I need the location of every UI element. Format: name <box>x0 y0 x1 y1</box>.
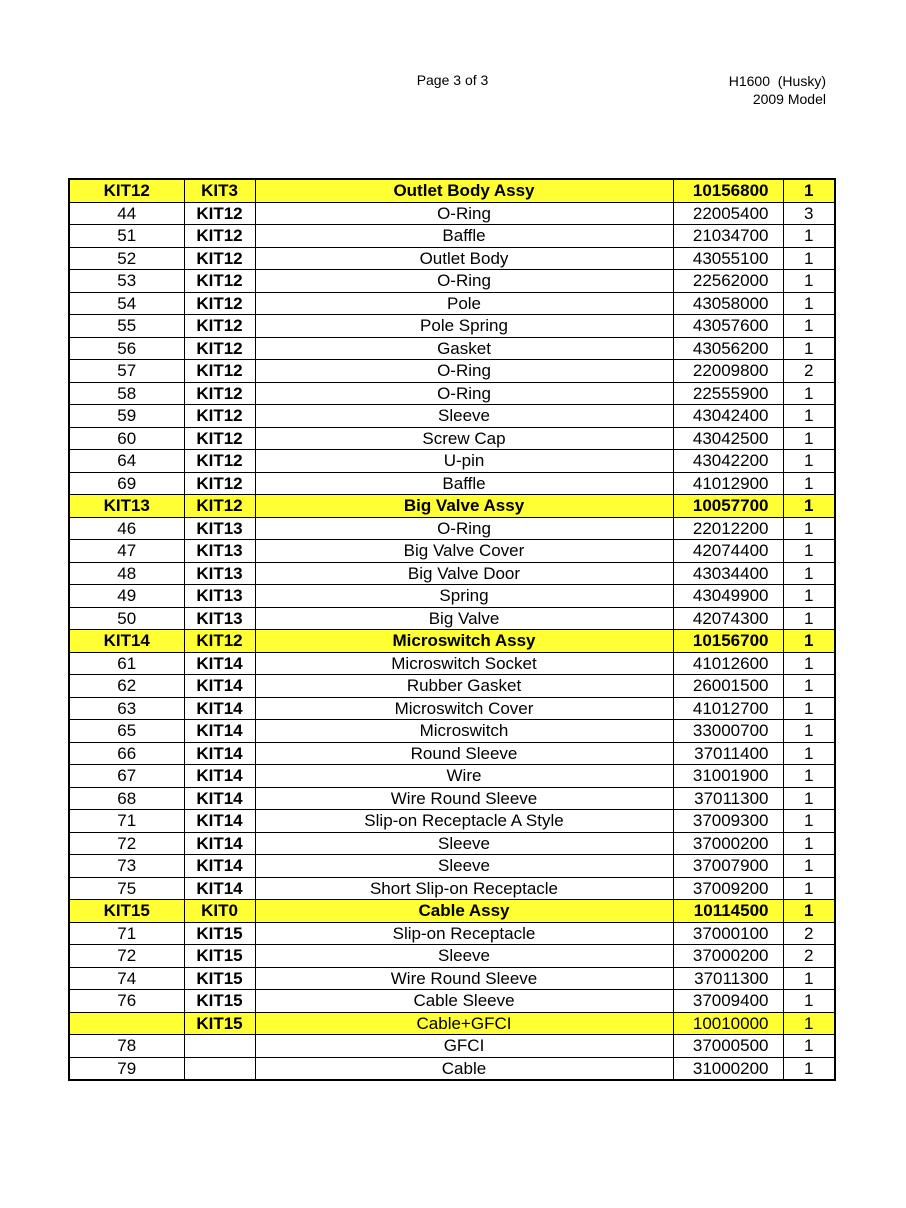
kit-cell: KIT14 <box>184 877 255 900</box>
part-number-cell: 37000200 <box>673 832 783 855</box>
part-number-cell: 10114500 <box>673 900 783 923</box>
description-cell: GFCI <box>255 1035 673 1058</box>
table-row <box>69 405 835 428</box>
table-row <box>69 247 835 270</box>
item-number-cell: 65 <box>69 720 184 743</box>
table-row <box>69 742 835 765</box>
part-number-cell: 33000700 <box>673 720 783 743</box>
table-row <box>69 562 835 585</box>
kit-cell: KIT12 <box>184 247 255 270</box>
model-year: 2009 Model <box>752 91 826 107</box>
item-number-cell: 46 <box>69 517 184 540</box>
table-row <box>69 360 835 383</box>
quantity-cell: 1 <box>783 225 835 248</box>
kit-cell: KIT12 <box>184 405 255 428</box>
kit-cell: KIT14 <box>184 787 255 810</box>
item-number-cell: 64 <box>69 450 184 473</box>
quantity-cell: 1 <box>783 765 835 788</box>
quantity-cell: 2 <box>783 360 835 383</box>
item-number-cell: 78 <box>69 1035 184 1058</box>
description-cell: O-Ring <box>255 382 673 405</box>
part-number-cell: 22555900 <box>673 382 783 405</box>
part-number-cell: 10156800 <box>673 179 783 202</box>
item-number-cell: 57 <box>69 360 184 383</box>
quantity-cell: 2 <box>783 922 835 945</box>
kit-assembly-row <box>69 900 835 923</box>
part-number-cell: 42074300 <box>673 607 783 630</box>
table-row <box>69 270 835 293</box>
table-row <box>69 967 835 990</box>
quantity-cell: 3 <box>783 202 835 225</box>
table-row <box>69 202 835 225</box>
table-row <box>69 922 835 945</box>
quantity-cell: 1 <box>783 315 835 338</box>
item-number-cell: 50 <box>69 607 184 630</box>
kit-cell: KIT13 <box>184 540 255 563</box>
table-row <box>69 382 835 405</box>
description-cell: O-Ring <box>255 202 673 225</box>
quantity-cell: 1 <box>783 585 835 608</box>
item-number-cell: 67 <box>69 765 184 788</box>
description-cell: Big Valve Cover <box>255 540 673 563</box>
table-row <box>69 1057 835 1080</box>
kit-cell: KIT14 <box>184 697 255 720</box>
description-cell: Wire Round Sleeve <box>255 787 673 810</box>
item-number-cell <box>69 1012 184 1035</box>
kit-cell: KIT12 <box>184 472 255 495</box>
kit-cell: KIT12 <box>184 270 255 293</box>
table-row <box>69 787 835 810</box>
table-row <box>69 720 835 743</box>
kit-cell: KIT14 <box>184 720 255 743</box>
item-number-cell: 55 <box>69 315 184 338</box>
part-number-cell: 43055100 <box>673 247 783 270</box>
item-number-cell: 72 <box>69 832 184 855</box>
quantity-cell: 1 <box>783 405 835 428</box>
part-number-cell: 37009400 <box>673 990 783 1013</box>
description-cell: Round Sleeve <box>255 742 673 765</box>
kit-cell: KIT14 <box>184 832 255 855</box>
item-number-cell: 75 <box>69 877 184 900</box>
table-row <box>69 427 835 450</box>
item-number-cell: 72 <box>69 945 184 968</box>
kit-cell: KIT12 <box>184 382 255 405</box>
quantity-cell: 1 <box>783 337 835 360</box>
item-number-cell: 59 <box>69 405 184 428</box>
description-cell: Microswitch <box>255 720 673 743</box>
item-number-cell: 63 <box>69 697 184 720</box>
part-number-cell: 43049900 <box>673 585 783 608</box>
kit-cell: KIT14 <box>184 810 255 833</box>
part-number-cell: 37011400 <box>673 742 783 765</box>
table-row <box>69 337 835 360</box>
item-number-cell: 58 <box>69 382 184 405</box>
quantity-cell: 1 <box>783 1035 835 1058</box>
part-number-cell: 22009800 <box>673 360 783 383</box>
part-number-cell: 41012600 <box>673 652 783 675</box>
quantity-cell: 1 <box>783 832 835 855</box>
quantity-cell: 1 <box>783 990 835 1013</box>
kit-assembly-row <box>69 179 835 202</box>
table-row <box>69 855 835 878</box>
part-number-cell: 22012200 <box>673 517 783 540</box>
kit-cell: KIT12 <box>184 450 255 473</box>
item-number-cell: 53 <box>69 270 184 293</box>
item-number-cell: 60 <box>69 427 184 450</box>
item-number-cell: 68 <box>69 787 184 810</box>
kit-cell <box>184 1035 255 1058</box>
table-row <box>69 225 835 248</box>
part-number-cell: 10156700 <box>673 630 783 653</box>
kit-cell: KIT14 <box>184 855 255 878</box>
quantity-cell: 2 <box>783 945 835 968</box>
item-number-cell: 49 <box>69 585 184 608</box>
part-number-cell: 41012900 <box>673 472 783 495</box>
kit-cell: KIT12 <box>184 315 255 338</box>
parts-table-body <box>69 179 835 1080</box>
part-number-cell: 43042200 <box>673 450 783 473</box>
part-number-cell: 37009200 <box>673 877 783 900</box>
item-number-cell: 47 <box>69 540 184 563</box>
part-number-cell: 37011300 <box>673 787 783 810</box>
table-row <box>69 315 835 338</box>
description-cell: Cable Sleeve <box>255 990 673 1013</box>
part-number-cell: 43042400 <box>673 405 783 428</box>
description-cell: Outlet Body <box>255 247 673 270</box>
kit-cell: KIT12 <box>184 202 255 225</box>
kit-cell: KIT14 <box>184 742 255 765</box>
parts-table <box>68 178 836 1081</box>
description-cell: Wire Round Sleeve <box>255 967 673 990</box>
part-number-cell: 26001500 <box>673 675 783 698</box>
item-number-cell: 52 <box>69 247 184 270</box>
item-number-cell: 66 <box>69 742 184 765</box>
part-number-cell: 37011300 <box>673 967 783 990</box>
description-cell: Sleeve <box>255 832 673 855</box>
quantity-cell: 1 <box>783 450 835 473</box>
item-number-cell: 48 <box>69 562 184 585</box>
item-number-cell: 79 <box>69 1057 184 1080</box>
kit-cell: KIT14 <box>184 652 255 675</box>
part-number-cell: 43056200 <box>673 337 783 360</box>
quantity-cell: 1 <box>783 382 835 405</box>
kit-cell: KIT12 <box>184 495 255 518</box>
kit-assembly-row <box>69 1012 835 1035</box>
item-number-cell: 51 <box>69 225 184 248</box>
kit-cell: KIT12 <box>184 360 255 383</box>
table-row <box>69 765 835 788</box>
model-info <box>729 72 826 108</box>
kit-cell: KIT15 <box>184 967 255 990</box>
part-number-cell: 37009300 <box>673 810 783 833</box>
table-row <box>69 292 835 315</box>
kit-cell: KIT13 <box>184 607 255 630</box>
table-row <box>69 877 835 900</box>
kit-cell: KIT13 <box>184 517 255 540</box>
description-cell: Outlet Body Assy <box>255 179 673 202</box>
kit-cell: KIT12 <box>184 630 255 653</box>
item-number-cell: 44 <box>69 202 184 225</box>
quantity-cell: 1 <box>783 495 835 518</box>
table-row <box>69 675 835 698</box>
description-cell: Slip-on Receptacle <box>255 922 673 945</box>
description-cell: Sleeve <box>255 405 673 428</box>
item-number-cell: 69 <box>69 472 184 495</box>
description-cell: Big Valve Assy <box>255 495 673 518</box>
table-row <box>69 652 835 675</box>
part-number-cell: 43057600 <box>673 315 783 338</box>
description-cell: Gasket <box>255 337 673 360</box>
table-row <box>69 450 835 473</box>
part-number-cell: 37000500 <box>673 1035 783 1058</box>
quantity-cell: 1 <box>783 179 835 202</box>
description-cell: Cable <box>255 1057 673 1080</box>
table-row <box>69 990 835 1013</box>
table-row <box>69 585 835 608</box>
quantity-cell: 1 <box>783 787 835 810</box>
description-cell: Baffle <box>255 225 673 248</box>
part-number-cell: 31000200 <box>673 1057 783 1080</box>
description-cell: Cable Assy <box>255 900 673 923</box>
description-cell: Slip-on Receptacle A Style <box>255 810 673 833</box>
kit-cell: KIT15 <box>184 990 255 1013</box>
kit-cell: KIT15 <box>184 1012 255 1035</box>
quantity-cell: 1 <box>783 427 835 450</box>
table-row <box>69 832 835 855</box>
table-row <box>69 607 835 630</box>
quantity-cell: 1 <box>783 900 835 923</box>
table-row <box>69 517 835 540</box>
kit-cell: KIT12 <box>184 427 255 450</box>
table-row <box>69 945 835 968</box>
part-number-cell: 37000200 <box>673 945 783 968</box>
kit-cell: KIT14 <box>184 765 255 788</box>
kit-assembly-row <box>69 630 835 653</box>
table-row <box>69 697 835 720</box>
item-number-cell: 71 <box>69 810 184 833</box>
quantity-cell: 1 <box>783 720 835 743</box>
item-number-cell: 56 <box>69 337 184 360</box>
part-number-cell: 10057700 <box>673 495 783 518</box>
description-cell: Sleeve <box>255 945 673 968</box>
description-cell: Microswitch Cover <box>255 697 673 720</box>
quantity-cell: 1 <box>783 652 835 675</box>
kit-cell: KIT12 <box>184 292 255 315</box>
quantity-cell: 1 <box>783 247 835 270</box>
part-number-cell: 10010000 <box>673 1012 783 1035</box>
kit-cell: KIT13 <box>184 585 255 608</box>
item-number-cell: KIT14 <box>69 630 184 653</box>
kit-cell: KIT0 <box>184 900 255 923</box>
part-number-cell: 22562000 <box>673 270 783 293</box>
kit-cell: KIT12 <box>184 337 255 360</box>
kit-cell: KIT3 <box>184 179 255 202</box>
item-number-cell: 76 <box>69 990 184 1013</box>
part-number-cell: 37007900 <box>673 855 783 878</box>
quantity-cell: 1 <box>783 292 835 315</box>
part-number-cell: 21034700 <box>673 225 783 248</box>
part-number-cell: 31001900 <box>673 765 783 788</box>
description-cell: Short Slip-on Receptacle <box>255 877 673 900</box>
table-row <box>69 810 835 833</box>
quantity-cell: 1 <box>783 540 835 563</box>
description-cell: Rubber Gasket <box>255 675 673 698</box>
quantity-cell: 1 <box>783 877 835 900</box>
quantity-cell: 1 <box>783 1057 835 1080</box>
description-cell: O-Ring <box>255 270 673 293</box>
description-cell: Big Valve Door <box>255 562 673 585</box>
description-cell: Screw Cap <box>255 427 673 450</box>
description-cell: Wire <box>255 765 673 788</box>
kit-cell: KIT15 <box>184 922 255 945</box>
kit-cell: KIT13 <box>184 562 255 585</box>
item-number-cell: KIT12 <box>69 179 184 202</box>
item-number-cell: 71 <box>69 922 184 945</box>
quantity-cell: 1 <box>783 675 835 698</box>
description-cell: Microswitch Socket <box>255 652 673 675</box>
quantity-cell: 1 <box>783 472 835 495</box>
table-row <box>69 472 835 495</box>
kit-cell <box>184 1057 255 1080</box>
item-number-cell: 54 <box>69 292 184 315</box>
item-number-cell: KIT13 <box>69 495 184 518</box>
part-number-cell: 37000100 <box>673 922 783 945</box>
part-number-cell: 43034400 <box>673 562 783 585</box>
quantity-cell: 1 <box>783 810 835 833</box>
quantity-cell: 1 <box>783 562 835 585</box>
quantity-cell: 1 <box>783 1012 835 1035</box>
kit-cell: KIT15 <box>184 945 255 968</box>
description-cell: Pole Spring <box>255 315 673 338</box>
kit-cell: KIT14 <box>184 675 255 698</box>
item-number-cell: 62 <box>69 675 184 698</box>
description-cell: O-Ring <box>255 360 673 383</box>
part-number-cell: 22005400 <box>673 202 783 225</box>
table-row <box>69 1035 835 1058</box>
quantity-cell: 1 <box>783 855 835 878</box>
page-number: Page 3 of 3 <box>416 72 489 88</box>
item-number-cell: KIT15 <box>69 900 184 923</box>
table-row <box>69 540 835 563</box>
part-number-cell: 43058000 <box>673 292 783 315</box>
kit-cell: KIT12 <box>184 225 255 248</box>
kit-assembly-row <box>69 495 835 518</box>
part-number-cell: 41012700 <box>673 697 783 720</box>
quantity-cell: 1 <box>783 967 835 990</box>
quantity-cell: 1 <box>783 517 835 540</box>
part-number-cell: 42074400 <box>673 540 783 563</box>
description-cell: Microswitch Assy <box>255 630 673 653</box>
quantity-cell: 1 <box>783 607 835 630</box>
description-cell: O-Ring <box>255 517 673 540</box>
description-cell: Spring <box>255 585 673 608</box>
quantity-cell: 1 <box>783 742 835 765</box>
part-number-cell: 43042500 <box>673 427 783 450</box>
quantity-cell: 1 <box>783 630 835 653</box>
description-cell: Baffle <box>255 472 673 495</box>
item-number-cell: 74 <box>69 967 184 990</box>
item-number-cell: 73 <box>69 855 184 878</box>
model-name: H1600 (Husky) <box>728 73 826 89</box>
quantity-cell: 1 <box>783 270 835 293</box>
quantity-cell: 1 <box>783 697 835 720</box>
description-cell: Big Valve <box>255 607 673 630</box>
description-cell: Pole <box>255 292 673 315</box>
description-cell: Sleeve <box>255 855 673 878</box>
description-cell: U-pin <box>255 450 673 473</box>
item-number-cell: 61 <box>69 652 184 675</box>
description-cell: Cable+GFCI <box>255 1012 673 1035</box>
